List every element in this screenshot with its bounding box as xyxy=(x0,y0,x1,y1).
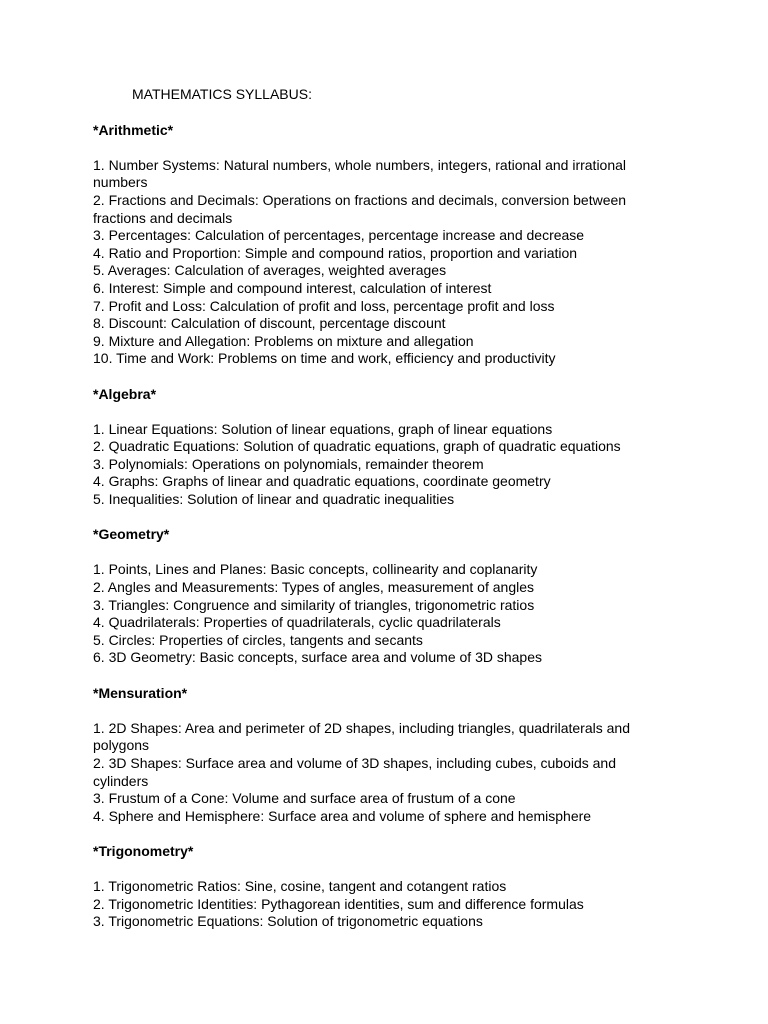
item-list xyxy=(93,421,673,509)
list-item: 5. Inequalities: Solution of linear and quadratic inequalities xyxy=(93,491,455,508)
list-item: 6. 3D Geometry: Basic concepts, surface area and volume of 3D shapes xyxy=(93,649,543,666)
list-item: 3. Triangles: Congruence and similarity of triangles, trigonometric ratios xyxy=(93,596,535,613)
item-list xyxy=(93,561,673,667)
list-item: 3. Trigonometric Equations: Solution of trigonometric equations xyxy=(93,913,483,930)
section-heading: *Geometry* xyxy=(93,526,170,543)
list-item: 2. Trigonometric Identities: Pythagorean identities, sum and difference formulas xyxy=(93,895,584,912)
list-item: 2. Quadratic Equations: Solution of quadratic equations, graph of quadratic equations xyxy=(93,438,621,455)
section-geometry xyxy=(93,526,673,667)
list-item: 2. 3D Shapes: Surface area and volume of 3D shapes, including cubes, cuboids and cylinders xyxy=(93,754,616,789)
item-list xyxy=(93,157,673,368)
list-item: 8. Discount: Calculation of discount, percentage discount xyxy=(93,315,446,332)
section-mensuration xyxy=(93,685,673,826)
document-body xyxy=(93,86,673,949)
list-item: 5. Averages: Calculation of averages, weighted averages xyxy=(93,262,447,279)
list-item: 9. Mixture and Allegation: Problems on mixture and allegation xyxy=(93,332,474,349)
list-item: 1. 2D Shapes: Area and perimeter of 2D shapes, including triangles, quadrilaterals and polygons xyxy=(93,719,630,754)
list-item: 2. Angles and Measurements: Types of angles, measurement of angles xyxy=(93,579,534,596)
list-item: 3. Percentages: Calculation of percentages, percentage increase and decrease xyxy=(93,227,585,244)
list-item: 4. Quadrilaterals: Properties of quadrilaterals, cyclic quadrilaterals xyxy=(93,614,501,631)
item-list xyxy=(93,720,673,826)
section-trigonometry xyxy=(93,843,673,931)
list-item: 3. Frustum of a Cone: Volume and surface area of frustum of a cone xyxy=(93,790,516,807)
list-item: 7. Profit and Loss: Calculation of profit and loss, percentage profit and loss xyxy=(93,297,555,314)
section-algebra xyxy=(93,386,673,509)
page-title: MATHEMATICS SYLLABUS: xyxy=(132,86,312,102)
list-item: 1. Points, Lines and Planes: Basic concepts, collinearity and coplanarity xyxy=(93,561,538,578)
list-item: 1. Trigonometric Ratios: Sine, cosine, tangent and cotangent ratios xyxy=(93,878,507,895)
section-heading: *Mensuration* xyxy=(93,684,188,701)
section-arithmetic xyxy=(93,122,673,368)
item-list xyxy=(93,878,673,931)
section-heading: *Trigonometry* xyxy=(93,842,194,859)
list-item: 1. Linear Equations: Solution of linear equations, graph of linear equations xyxy=(93,420,553,437)
section-heading: *Algebra* xyxy=(93,385,157,402)
section-heading: *Arithmetic* xyxy=(93,121,174,138)
list-item: 3. Polynomials: Operations on polynomials, remainder theorem xyxy=(93,455,484,472)
list-item: 6. Interest: Simple and compound interest, calculation of interest xyxy=(93,279,492,296)
list-item: 10. Time and Work: Problems on time and work, efficiency and productivity xyxy=(93,350,556,367)
list-item: 2. Fractions and Decimals: Operations on fractions and decimals, conversion between fractions and decimals xyxy=(93,191,627,226)
list-item: 5. Circles: Properties of circles, tangents and secants xyxy=(93,631,423,648)
list-item: 1. Number Systems: Natural numbers, whole numbers, integers, rational and irrational numbers xyxy=(93,156,627,191)
list-item: 4. Graphs: Graphs of linear and quadratic equations, coordinate geometry xyxy=(93,473,551,490)
list-item: 4. Sphere and Hemisphere: Surface area and volume of sphere and hemisphere xyxy=(93,807,592,824)
list-item: 4. Ratio and Proportion: Simple and compound ratios, proportion and variation xyxy=(93,244,578,261)
